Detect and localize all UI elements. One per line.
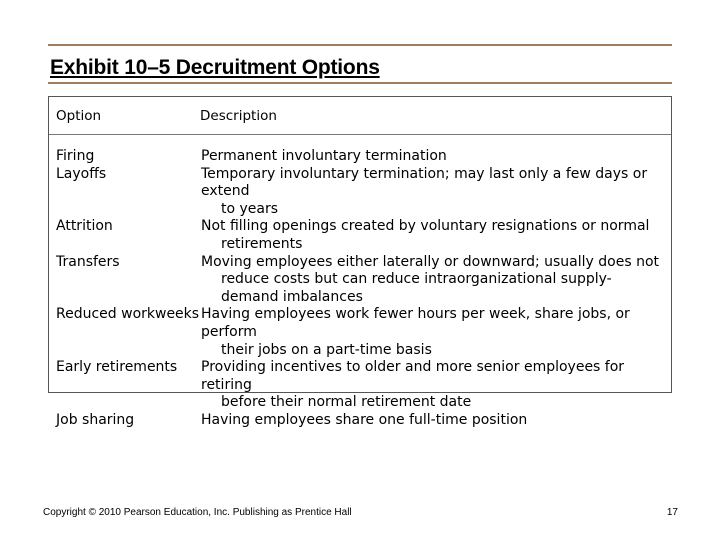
- row-description-line1: Temporary involuntary termination; may last only a few days or extend: [201, 165, 648, 200]
- header-option: Option: [56, 108, 102, 124]
- table-row: [49, 306, 671, 359]
- row-description-line1: Providing incentives to older and more senior employees for retiring: [201, 359, 625, 393]
- row-description: [201, 306, 671, 359]
- header-description: Description: [200, 108, 277, 124]
- row-description-line1: Having employees work fewer hours per week, share jobs, or perform: [201, 306, 630, 340]
- row-description-line1: Not filling openings created by voluntary resignations or normal: [201, 218, 650, 235]
- table-header-row: [49, 97, 671, 135]
- table-row: [49, 218, 671, 253]
- row-option: Early retirements: [56, 359, 178, 376]
- page-number: 17: [666, 507, 678, 518]
- row-description: [201, 148, 671, 166]
- decruitment-table: [48, 96, 672, 428]
- table-row: [49, 166, 671, 219]
- table-row: [49, 148, 671, 166]
- row-description-continued: before their normal retirement date: [221, 394, 472, 411]
- row-option: Reduced workweeks: [56, 306, 200, 323]
- row-description-line1: Having employees share one full-time position: [201, 411, 528, 428]
- table-row: [49, 254, 671, 307]
- row-description-line1: Permanent involuntary termination: [201, 148, 447, 164]
- title-rule-bottom: [48, 82, 672, 84]
- row-description-continued: to years: [221, 200, 279, 217]
- row-description-continued: retirements: [221, 235, 303, 252]
- row-option: Firing: [56, 148, 95, 164]
- table-row: [49, 412, 671, 430]
- row-option: Attrition: [56, 218, 113, 235]
- row-description: [201, 359, 671, 412]
- slide-title: Exhibit 10–5 Decruitment Options: [50, 56, 380, 79]
- row-option: Job sharing: [56, 411, 135, 428]
- table-body: [49, 148, 671, 430]
- row-description-line1: Moving employees either laterally or downward; usually does not: [201, 253, 659, 270]
- copyright-footer: Copyright © 2010 Pearson Education, Inc. Publishing as Prentice Hall: [43, 507, 352, 518]
- row-description: [201, 166, 671, 219]
- title-rule-top: [48, 44, 672, 46]
- table-row: [49, 359, 671, 412]
- row-option: Layoffs: [56, 165, 107, 182]
- row-description-continued: reduce costs but can reduce intraorganizational supply-demand imbalances: [221, 271, 612, 305]
- row-description: [201, 218, 671, 253]
- row-description: [201, 254, 671, 307]
- row-description: [201, 412, 671, 430]
- row-description-continued: their jobs on a part-time basis: [221, 341, 432, 358]
- row-option: Transfers: [56, 253, 120, 270]
